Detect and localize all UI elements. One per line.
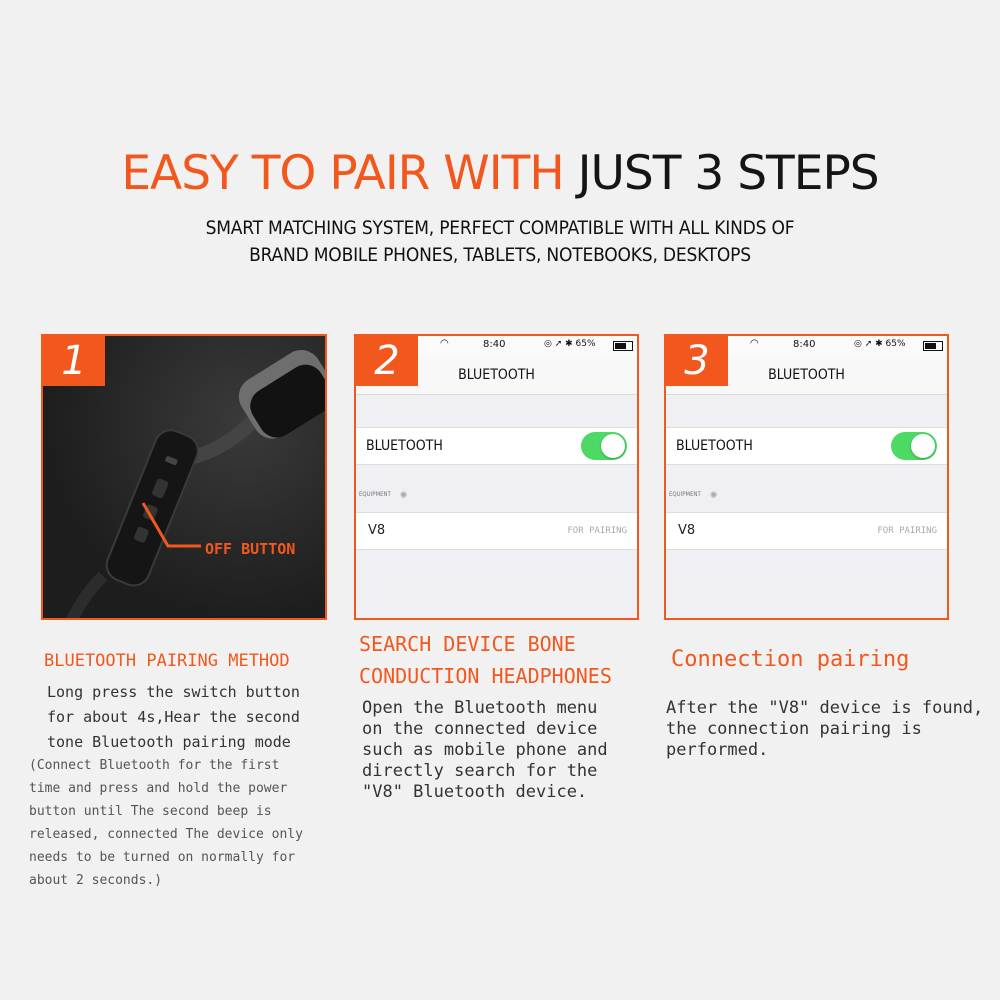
step2-title (359, 628, 612, 692)
subtitle-line-1: SMART MATCHING SYSTEM, PERFECT COMPATIBLE WITH ALL KINDS OF (205, 217, 795, 239)
device-row-v8[interactable] (666, 512, 947, 550)
step1-note-line: (Connect Bluetooth for the first (29, 758, 280, 773)
step3-title: Connection pairing (671, 647, 910, 672)
device-name: V8 (368, 523, 386, 538)
step2-desc (362, 698, 608, 803)
location-icon: ◎ ➚ ✱ (544, 339, 576, 349)
step2-desc-line: "V8" Bluetooth device. (362, 782, 588, 802)
off-button-callout: OFF BUTTON (205, 540, 296, 558)
bluetooth-toggle[interactable] (581, 432, 627, 460)
step1-desc-line: tone Bluetooth pairing mode (47, 733, 291, 751)
step3-panel (664, 334, 949, 620)
headline-accent: EASY TO PAIR WITH (121, 146, 564, 201)
bluetooth-label: BLUETOOTH (366, 438, 443, 454)
battery-percent: 65% (575, 339, 596, 349)
status-icons (854, 339, 906, 349)
subtitle-line-2: BRAND MOBILE PHONES, TABLETS, NOTEBOOKS, DESKTOPS (249, 244, 751, 266)
wifi-icon: ◠ (440, 338, 449, 349)
step2-desc-line: directly search for the (362, 761, 598, 781)
step2-desc-line: on the connected device (362, 719, 598, 739)
step1-desc-line: Long press the switch button (47, 683, 300, 701)
device-hint: FOR PAIRING (567, 526, 627, 536)
loading-spinner-icon: ✺ (710, 487, 718, 501)
step2-title-line: CONDUCTION HEADPHONES (359, 664, 612, 688)
device-row-v8[interactable] (356, 512, 637, 550)
step1-note-line: about 2 seconds.) (29, 873, 163, 888)
step1-desc-line: for about 4s,Hear the second (47, 708, 300, 726)
nav-title: BLUETOOTH (768, 367, 845, 383)
step2-desc-line: such as mobile phone and (362, 740, 608, 760)
battery-icon (613, 341, 633, 351)
wifi-icon: ◠ (750, 338, 759, 349)
step3-desc (666, 698, 983, 761)
step1-panel (41, 334, 327, 620)
headline-dark: JUST 3 STEPS (577, 146, 879, 201)
step1-note-line: time and press and hold the power (29, 781, 288, 796)
step1-title: BLUETOOTH PAIRING METHOD (44, 651, 290, 671)
status-icons (544, 339, 596, 349)
toggle-knob (911, 434, 935, 458)
location-icon: ◎ ➚ ✱ (854, 339, 886, 349)
bluetooth-toggle[interactable] (891, 432, 937, 460)
equipment-section-label: EQUIPMENT (359, 491, 391, 498)
step1-badge: 1 (43, 336, 105, 386)
equipment-section-label: EQUIPMENT (669, 491, 701, 498)
step1-note-line: button until The second beep is (29, 804, 272, 819)
step3-desc-line: the connection pairing is (666, 719, 922, 739)
bluetooth-row (356, 427, 637, 465)
loading-spinner-icon: ✺ (400, 487, 408, 501)
device-hint: FOR PAIRING (877, 526, 937, 536)
step3-desc-line: After the "V8" device is found, (666, 698, 984, 718)
step1-note-line: needs to be turned on normally for (29, 850, 296, 865)
nav-title: BLUETOOTH (458, 367, 535, 383)
step1-note (29, 754, 303, 892)
bluetooth-label: BLUETOOTH (676, 438, 753, 454)
device-name: V8 (678, 523, 696, 538)
battery-icon (923, 341, 943, 351)
battery-percent: 65% (885, 339, 906, 349)
status-time: 8:40 (483, 339, 506, 350)
step3-badge: 3 (666, 336, 728, 386)
step2-panel (354, 334, 639, 620)
step2-badge: 2 (356, 336, 418, 386)
page-headline (0, 146, 1000, 201)
step2-desc-line: Open the Bluetooth menu (362, 698, 598, 718)
step2-title-line: SEARCH DEVICE BONE (359, 632, 576, 656)
step1-note-line: released, connected The device only (29, 827, 303, 842)
status-time: 8:40 (793, 339, 816, 350)
step3-desc-line: performed. (666, 740, 769, 760)
toggle-knob (601, 434, 625, 458)
bluetooth-row (666, 427, 947, 465)
step1-desc (47, 680, 300, 755)
